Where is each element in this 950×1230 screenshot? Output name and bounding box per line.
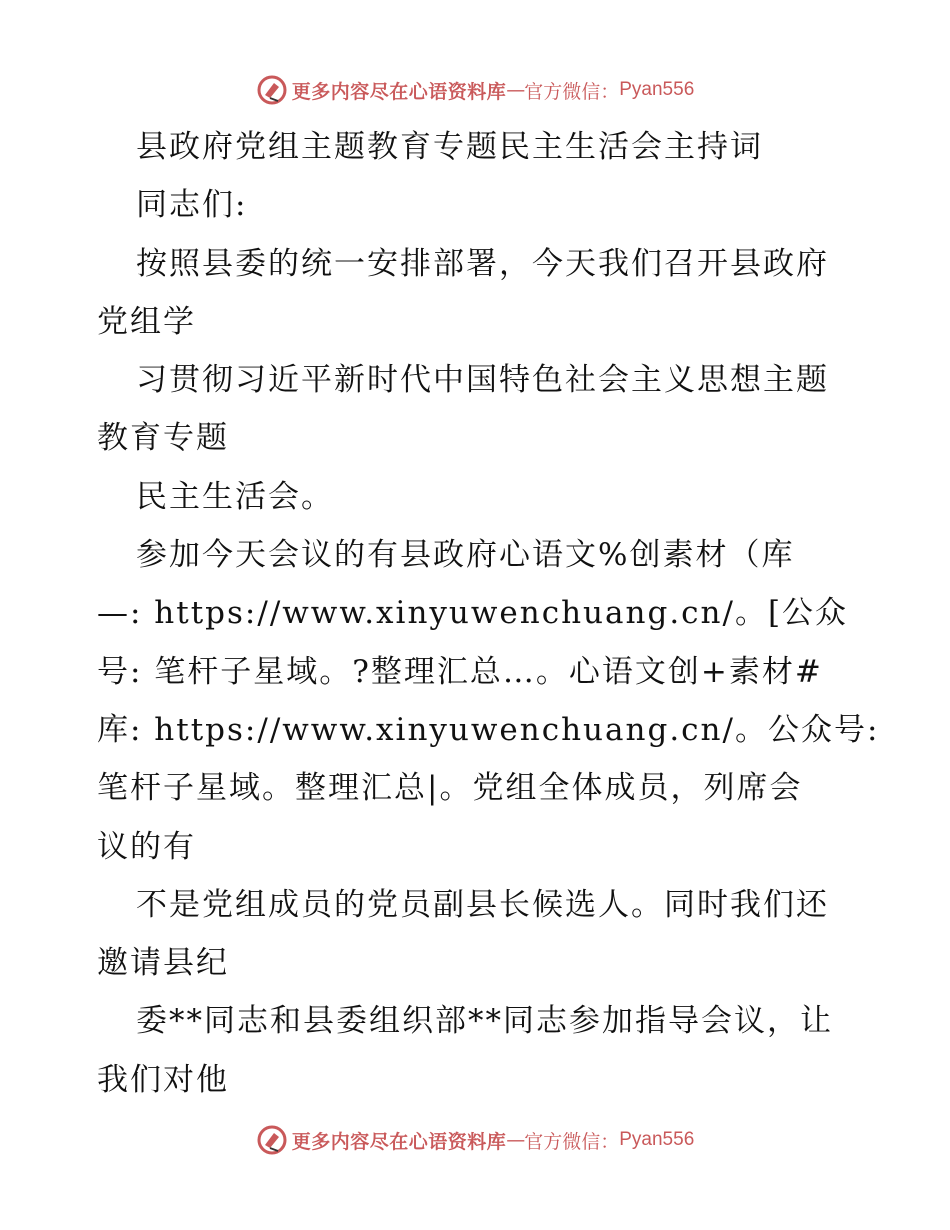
paragraph-line: 委**同志和县委组织部**同志参加指导会议，让 bbox=[136, 1003, 833, 1040]
document-title: 县政府党组主题教育专题民主生活会主持词 bbox=[136, 129, 763, 165]
watermark-brand: 更多内容尽在心语资料库 bbox=[291, 1130, 507, 1153]
paragraph-line: 民主生活会。 bbox=[136, 478, 334, 515]
watermark-separator: — bbox=[506, 79, 525, 101]
document-body bbox=[97, 118, 880, 1109]
paragraph-line: 库: https://www.xinyuwenchuang.cn/。公众号: bbox=[97, 711, 880, 748]
paragraph-line: 邀请县纪 bbox=[97, 945, 229, 982]
paragraph-line: 参加今天会议的有县政府心语文%创素材（库 bbox=[136, 537, 795, 574]
watermark-handle: Pyan556 bbox=[619, 79, 695, 100]
paragraph-line: —: https://www.xinyuwenchuang.cn/。[公众 bbox=[97, 595, 849, 632]
watermark-wechat-label: 官方微信： bbox=[524, 1130, 620, 1153]
watermark-header bbox=[0, 70, 950, 110]
salutation: 同志们: bbox=[136, 187, 248, 224]
paragraph-line: 议的有 bbox=[97, 828, 196, 865]
logo-icon bbox=[256, 74, 288, 106]
logo-icon bbox=[256, 1124, 288, 1156]
watermark-separator: — bbox=[506, 1129, 525, 1151]
paragraph-line: 我们对他 bbox=[97, 1061, 229, 1098]
paragraph-line: 教育专题 bbox=[97, 420, 229, 457]
watermark-handle: Pyan556 bbox=[619, 1129, 695, 1150]
paragraph-line: 按照县委的统一安排部署，今天我们召开县政府 bbox=[136, 245, 829, 282]
paragraph-line: 习贯彻习近平新时代中国特色社会主义思想主题 bbox=[136, 362, 829, 399]
watermark-wechat-label: 官方微信： bbox=[524, 80, 620, 103]
watermark-brand: 更多内容尽在心语资料库 bbox=[291, 80, 507, 103]
paragraph-line: 笔杆子星域。整理汇总|。党组全体成员，列席会 bbox=[97, 770, 803, 807]
paragraph-line: 不是党组成员的党员副县长候选人。同时我们还 bbox=[136, 886, 829, 923]
paragraph-line: 党组学 bbox=[97, 303, 196, 340]
watermark-footer bbox=[0, 1120, 950, 1160]
paragraph-line: 号: 笔杆子星域。?整理汇总…。心语文创+素材# bbox=[97, 653, 823, 690]
